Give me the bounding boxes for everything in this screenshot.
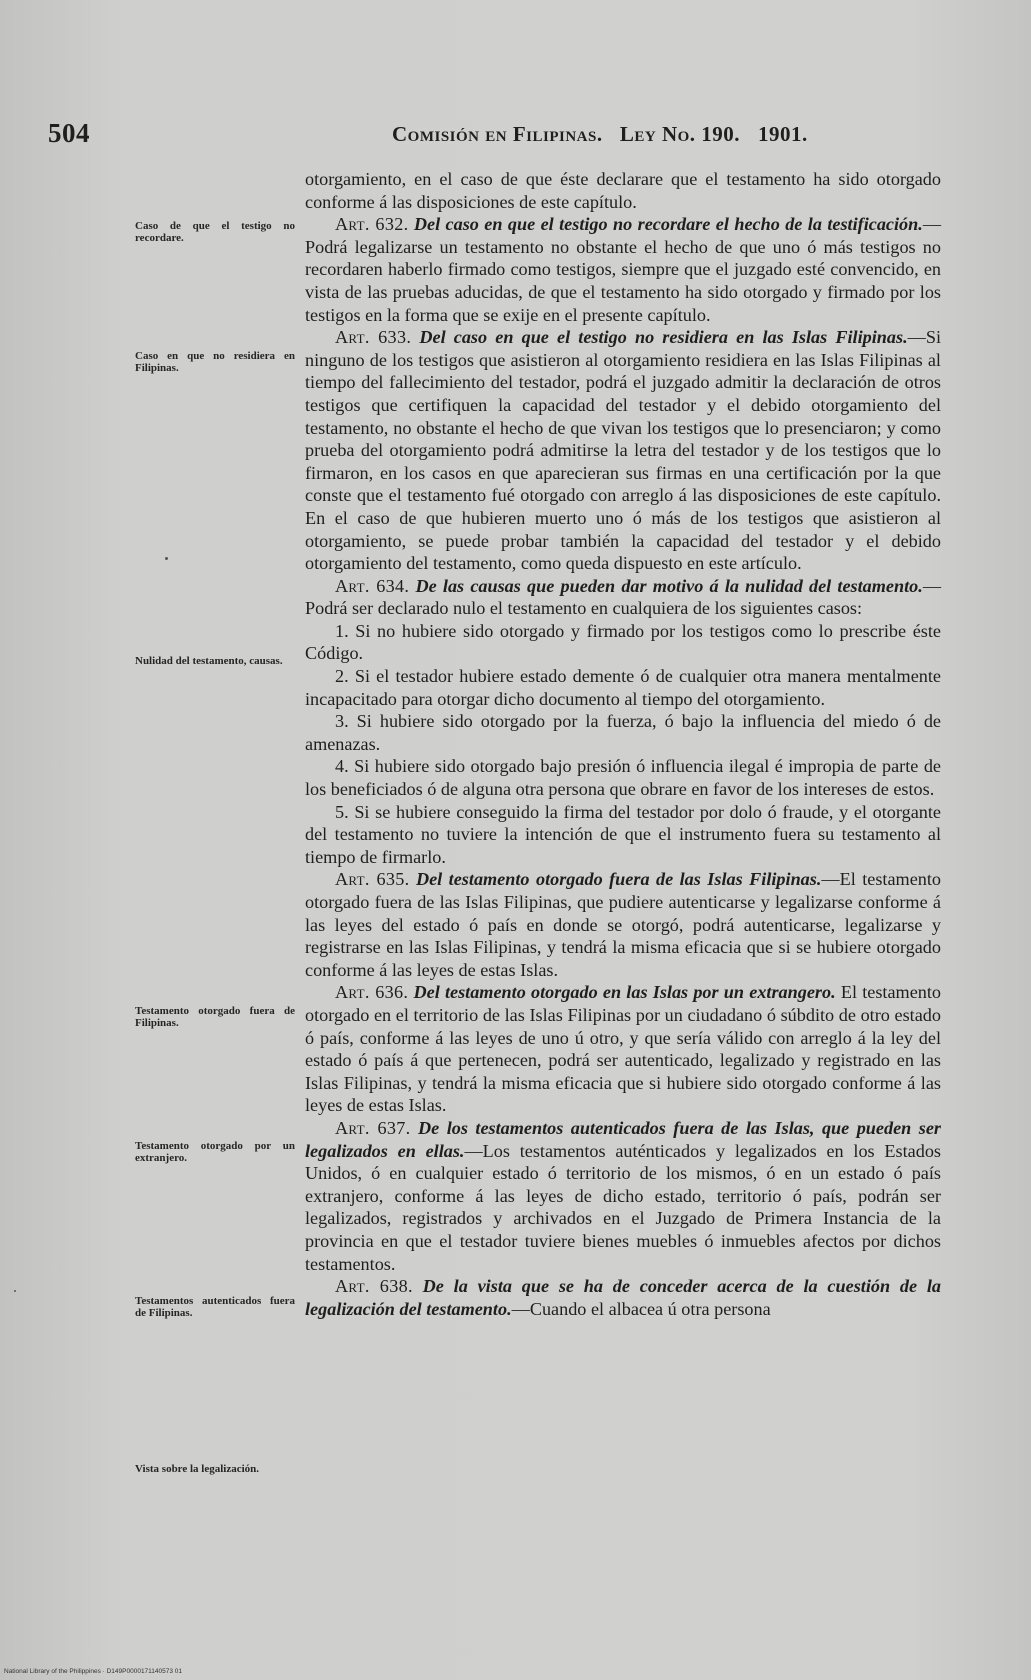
article-text: —Podrá ser declarado nulo el testamento en cualquiera de los siguientes casos: [305,575,941,619]
margin-note: Caso en que no residiera en Filipinas. [135,350,295,374]
article-title: Del testamento otorgado en las Islas por un extrangero. [413,982,836,1003]
page-header [0,118,1031,158]
running-head-year: 1901. [758,122,808,146]
margin-note: Caso de que el testigo no recordare. [135,220,295,244]
article-title: De la vista que se ha de conceder acerca de la cuestión de la legalización del testamento. [305,1276,941,1319]
article-title: Del caso en que el testigo no recordare el hecho de la testificación. [413,214,923,235]
running-head-title: Comisión en Filipinas. Ley No. 190. [392,122,741,146]
article-635 [305,868,941,981]
paragraph: otorgamiento, en el caso de que éste declarare que el testamento ha sido otorgado conforme á las disposiciones de este capítulo. [305,169,941,212]
article-label: Art. 638. [335,1276,413,1297]
article-636 [305,981,941,1117]
article-label: Art. 637. [335,1117,411,1138]
list-item: 2. Si el testador hubiere estado demente ó de cualquier otra manera mentalmente incapacitado para otorgar dicho documento al tiempo del otorgamiento. [305,666,941,709]
article-637 [305,1117,941,1275]
page-number: 504 [48,118,90,148]
article-634 [305,575,941,620]
margin-note: Vista sobre la legalización. [135,1463,260,1475]
article-title: De las causas que pueden dar motivo á la nulidad del testamento. [415,575,923,596]
article-638 [305,1275,941,1320]
margin-note: Testamento otorgado fuera de Filipinas. [135,1005,295,1029]
article-text: —Podrá legalizarse un testamento no obstante el hecho de que uno ó más testigos no recordaren haberlo firmado como testigos, siempre que el juzgado esté convencido, en vista de las pruebas aducidas, de que el testamento ha sido otorgado y firmado por los testigos en la forma que se exije en el presente capítulo. [305,214,941,325]
article-label: Art. 632. [335,214,409,235]
scan-footer: National Library of the Philippines · D149P0000171140573 01 [4,1668,183,1675]
list-item: 1. Si no hubiere sido otorgado y firmado por los testigos como lo prescribe éste Código. [305,620,941,664]
margin-note: Nulidad del testamento, causas. [135,655,283,667]
article-title: Del caso en que el testigo no residiera en las Islas Filipinas. [419,327,908,348]
article-title: Del testamento otorgado fuera de las Islas Filipinas. [415,869,822,890]
article-text: —Si ninguno de los testigos que asistieron al otorgamiento residiera en las Islas Filipinas al tiempo del fallecimiento del testador, podrá el juzgado admitir la declaración de otros testigos que certifiquen la capacidad del testador y el debido otorgamiento del testamento, no obstante el hecho de que vivan los testigos que lo presenciaron; y como prueba del otorgamiento podrá admitirse la letra del testador y de los testigos que lo firmaron, en los casos en que aparecieran sus firmas en una certificación por la que conste que el testamento fué otorgado con arreglo á las disposiciones de este capítulo. En el caso de que hubieren muerto uno ó más de los testigos que asistieron al otorgamiento, se puede probar también la capacidad del testador y el debido otorgamiento del testamento, como queda dispuesto en este artículo. [305,327,942,574]
body-text [305,168,941,1320]
running-head [392,122,808,147]
article-title: De los testamentos autenticados fuera de las Islas, que pueden ser legalizados en ellas. [305,1117,941,1161]
article-633 [305,326,941,575]
article-label: Art. 635. [335,869,410,890]
article-text: —El testamento otorgado fuera de las Islas Filipinas, que pudiere autenticarse y legalizarse conforme á las leyes del estado ó país en donde se otorgó, podrá autenticarse, legalizarse y registrarse en las Islas Filipinas, y tendrá la misma eficacia que si se hubiere otorgado conforme á las leyes de estas Islas. [305,869,942,980]
article-632 [305,213,941,326]
margin-note: Testamentos autenticados fuera de Filipinas. [135,1295,295,1319]
article-text: —Los testamentos auténticados y legalizados en los Estados Unidos, ó en cualquier estado ó territorio de los mismos, ó en un estado ó país extranjero, conforme á las leyes de dicho estado, territorio ó país, podrán ser legalizados, registrados y archivados en el Juzgado de Primera Instancia de la provincia en que el testador tuviere bienes muebles ó inmuebles afectos por dichos testamentos. [305,1140,941,1274]
list-item: 3. Si hubiere sido otorgado por la fuerza, ó bajo la influencia del miedo ó de amenazas. [305,711,941,754]
article-label: Art. 634. [335,575,410,596]
margin-note: Testamento otorgado por un extranjero. [135,1140,295,1164]
article-text: El testamento otorgado en el territorio de las Islas Filipinas por un ciudadano ó súbdito de otro estado ó país, conforme á las leyes de uno ú otro, y que sería válido con arreglo á la ley del estado ó país á que pertenecen, podrá ser autenticado, legalizado y registrado en las Islas Filipinas, y tendrá la misma eficacia que si hubiere sido otorgado conforme á las leyes de estas Islas. [305,982,942,1116]
article-label: Art. 633. [335,327,412,348]
article-text: —Cuando el albacea ú otra persona [511,1298,771,1319]
scan-speck [14,1290,16,1292]
list-item: 5. Si se hubiere conseguido la firma del testador por dolo ó fraude, y el otorgante del testamento no tuviere la intención de que el instrumento fuera su testamento al tiempo de firmarlo. [305,801,941,867]
scan-speck [165,557,168,560]
list-item: 4. Si hubiere sido otorgado bajo presión ó influencia ilegal é impropia de parte de los beneficiados ó de alguna otra persona que obrare en favor de los intereses de estos. [305,756,941,800]
article-label: Art. 636. [335,982,409,1003]
